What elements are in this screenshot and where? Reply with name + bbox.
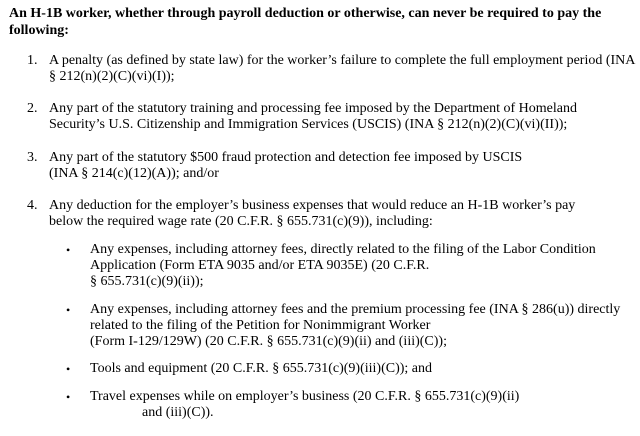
bullet-text — [90, 361, 635, 377]
item-line: Any deduction for the employer’s business expenses that would reduce an H-1B worker’s pay — [49, 198, 576, 213]
item-line: Any part of the statutory training and processing fee imposed by the Department of Homeland — [49, 101, 577, 116]
bullet-line: Application (Form ETA 9035 and/or ETA 9035E) (20 C.F.R. — [90, 258, 430, 273]
bullet-line: § 655.731(c)(9)(ii)); — [90, 274, 204, 289]
item-number: 3. — [27, 150, 38, 165]
item-line: (INA § 214(c)(12)(A)); and/or — [49, 166, 219, 181]
bullet-icon: • — [66, 243, 71, 257]
item-text — [49, 150, 637, 182]
bullet-line: related to the filing of the Petition for Nonimmigrant Worker — [90, 318, 431, 333]
item-number: 1. — [27, 53, 38, 68]
item-text — [49, 53, 637, 85]
bullet-text — [90, 302, 635, 350]
bullet-icon: • — [66, 362, 71, 376]
bullet-icon: • — [66, 390, 71, 404]
heading-line-1: An H-1B worker, whether through payroll deduction or otherwise, can never be required to pay the — [9, 6, 602, 21]
item-line: Security’s U.S. Citizenship and Immigration Services (USCIS) (INA § 212(n)(2)(C)(vi)(II)); — [49, 117, 568, 132]
item-text — [49, 101, 637, 133]
bullet-line: (Form I-129/129W) (20 C.F.R. § 655.731(c)(9)(ii) and (iii)(C)); — [90, 334, 447, 349]
bullet-line: and (iii)(C)). — [142, 405, 214, 420]
item-line: A penalty (as defined by state law) for the worker’s failure to complete the full employment period (INA — [49, 53, 636, 68]
heading-line-2: following: — [9, 23, 69, 38]
item-line: Any part of the statutory $500 fraud protection and detection fee imposed by USCIS — [49, 150, 523, 165]
bullet-line: Any expenses, including attorney fees and the premium processing fee (INA § 286(u)) directly — [90, 302, 621, 317]
bullet-line: Tools and equipment (20 C.F.R. § 655.731(c)(9)(iii)(C)); and — [90, 361, 433, 376]
item-number: 2. — [27, 101, 38, 116]
item-line: § 212(n)(2)(C)(vi)(I)); — [49, 69, 175, 84]
item-number: 4. — [27, 198, 38, 213]
item-line: below the required wage rate (20 C.F.R. § 655.731(c)(9)), including: — [49, 214, 433, 229]
bullet-icon: • — [66, 303, 71, 317]
bullet-text — [90, 242, 635, 290]
bullet-text — [90, 389, 635, 421]
item-text — [49, 198, 637, 230]
bullet-line: Any expenses, including attorney fees, directly related to the filing of the Labor Condition — [90, 242, 596, 257]
bullet-line: Travel expenses while on employer’s business (20 C.F.R. § 655.731(c)(9)(ii) — [90, 389, 520, 404]
section-heading — [9, 5, 634, 39]
